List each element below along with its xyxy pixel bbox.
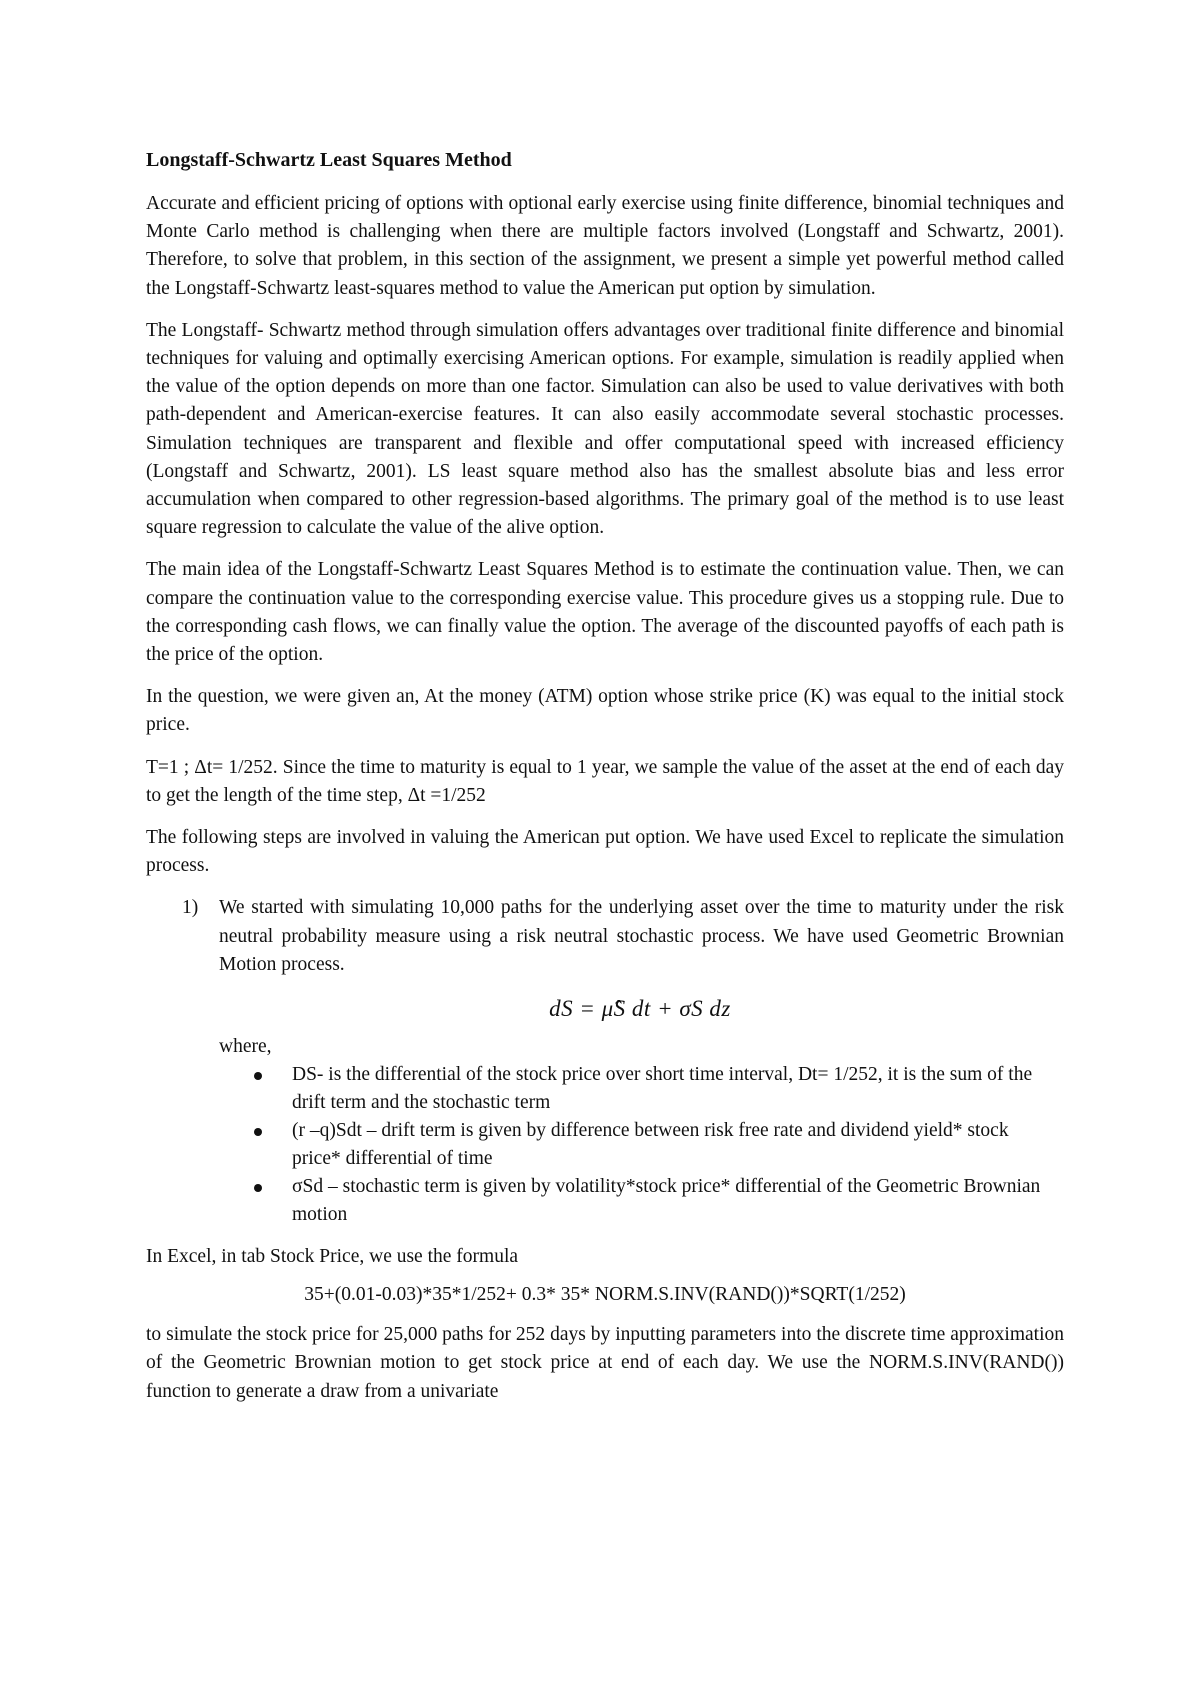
bullet-icon [254,1072,262,1080]
paragraph-main-idea: The main idea of the Longstaff-Schwartz Least Squares Method is to estimate the continuation value. Then, we can compare the continuation value to the corresponding exercise value. This procedure gives us a stopping rule. Due to the corresponding cash flows, we can finally value the option. The average of the discounted payoffs of each path is the price of the option. [146,559,1064,666]
definition-item [146,1173,1064,1229]
paragraph-excel-intro: In Excel, in tab Stock Price, we use the formula [146,1246,519,1268]
definition-item [146,1117,1064,1173]
document-body [146,146,1064,1420]
gbm-equation [146,993,1064,1025]
paragraph-intro: Accurate and efficient pricing of options with optional early exercise using finite difference, binomial techniques and Monte Carlo method is challenging when there are multiple factors involved (Longstaff and Schwartz, 2001). Therefore, to solve that problem, in this section of the assignment, we present a simple yet powerful method called the Longstaff-Schwartz least-squares method to value the American put option by simulation. [146,193,1064,299]
step-item [146,894,1064,979]
definitions-list [146,1061,1064,1229]
paragraph-steps-intro: The following steps are involved in valuing the American put option. We have used Excel to replicate the simulation process. [146,827,1064,877]
step-number: 1) [182,897,199,919]
where-label: where, [219,1036,272,1058]
paragraph-closing: to simulate the stock price for 25,000 paths for 252 days by inputting parameters into the discrete time approximation of the Geometric Brownian motion to get stock price at end of each day. We use the NORM.S.INV(RAND()) function to generate a draw from a univariate [146,1324,1064,1402]
definition-text: σSd – stochastic term is given by volatility*stock price* differential of the Geometric Brownian motion [292,1176,1041,1226]
definition-text: (r –q)Sdt – drift term is given by difference between risk free rate and dividend yield* stock price* differential of time [292,1120,1009,1170]
paragraph-time-step: T=1 ; Δt= 1/252. Since the time to maturity is equal to 1 year, we sample the value of the asset at the end of each day to get the length of the time step, Δt =1/252 [146,756,1064,806]
bullet-icon [254,1128,262,1136]
paragraph-advantages: The Longstaff- Schwartz method through simulation offers advantages over traditional finite difference and binomial techniques for valuing and optimally exercising American options. For example, simulation is readily applied when the value of the option depends on more than one factor. Simulation can also be used to value derivatives with both path-dependent and American-exercise features. It can also easily accommodate several stochastic processes. Simulation techniques are transparent and flexible and offer computational speed with increased efficiency (Longstaff and Schwartz, 2001). LS least square method also has the smallest absolute bias and less error accumulation when compared to other regression-based algorithms. The primary goal of the method is to use least square regression to calculate the value of the alive option. [146,319,1064,539]
bullet-icon [254,1184,262,1192]
step-text: We started with simulating 10,000 paths for the underlying asset over the time to maturity under the risk neutral probability measure using a risk neutral stochastic process. We have used Geometric Brownian Motion process. [219,897,1064,975]
definition-text: DS- is the differential of the stock price over short time interval, Dt= 1/252, it is the sum of the drift term and the stochastic term [292,1064,1033,1114]
paragraph-atm-option: In the question, we were given an, At the money (ATM) option whose strike price (K) was equal to the initial stock price. [146,686,1064,736]
excel-formula: 35+(0.01-0.03)*35*1/252+ 0.3* 35* NORM.S.INV(RAND())*SQRT(1/252) [304,1284,906,1306]
steps-list [146,894,1064,979]
definition-item [146,1061,1064,1117]
section-title: Longstaff-Schwartz Least Squares Method [146,149,512,171]
gbm-equation-text: dS = μ̂S dt + σS dz [549,996,731,1022]
